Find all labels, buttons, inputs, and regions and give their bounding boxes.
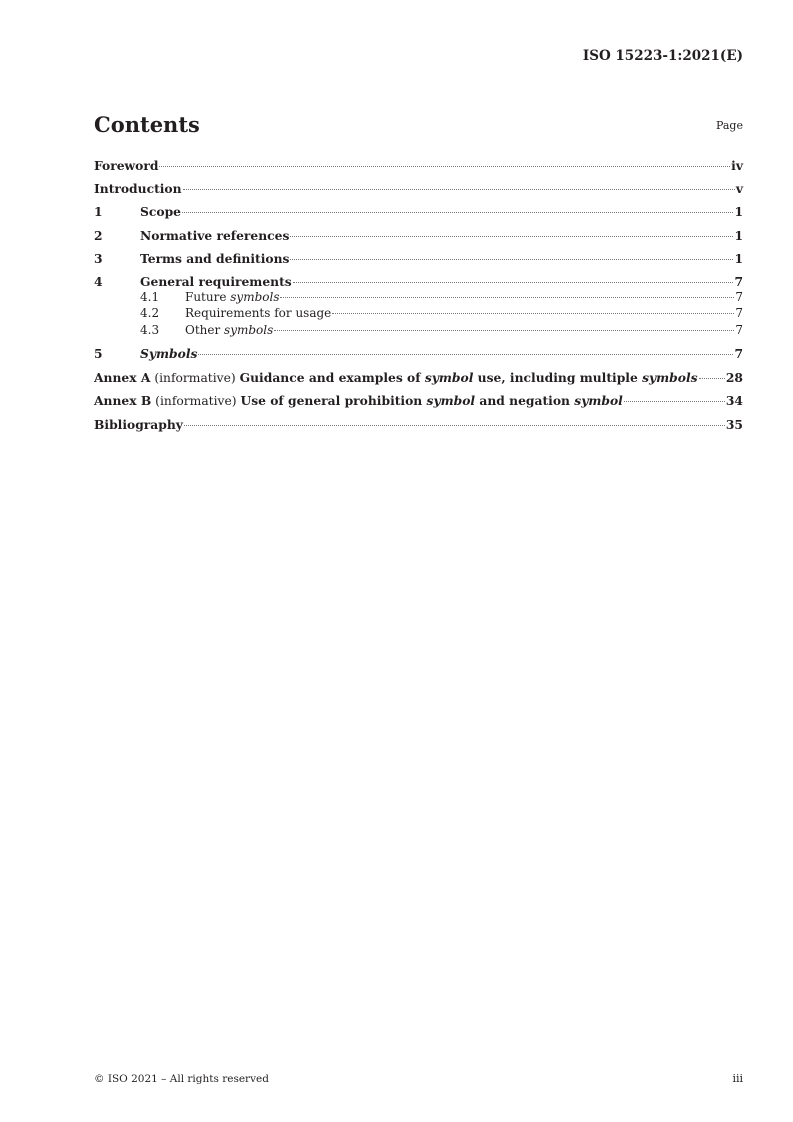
toc-entry-annex-b[interactable] bbox=[94, 393, 743, 409]
toc-entry-other-symbols[interactable] bbox=[94, 324, 743, 337]
leader-dots bbox=[183, 189, 735, 190]
annex-label: Annex A bbox=[94, 370, 151, 385]
entry-page: 7 bbox=[735, 323, 743, 337]
leader-dots bbox=[699, 378, 725, 379]
entry-page: 1 bbox=[734, 251, 743, 266]
toc-entry-foreword[interactable] bbox=[94, 158, 743, 173]
leader-dots bbox=[290, 259, 733, 260]
title-part: and negation bbox=[475, 393, 575, 408]
toc-entry-normative-references[interactable] bbox=[94, 228, 743, 243]
title-part: Future bbox=[185, 290, 231, 304]
entry-number: 4.3 bbox=[140, 323, 160, 337]
toc-entry-future-symbols[interactable] bbox=[94, 291, 743, 304]
toc-entry-general-requirements[interactable] bbox=[94, 274, 743, 289]
title-part: Other bbox=[185, 323, 225, 337]
entry-page: 1 bbox=[734, 228, 743, 243]
entry-page: 7 bbox=[735, 290, 743, 304]
toc-entry-symbols[interactable] bbox=[94, 346, 743, 361]
toc-entry-scope[interactable] bbox=[94, 204, 743, 219]
entry-title: Symbols bbox=[140, 346, 198, 361]
leader-dots bbox=[182, 212, 733, 213]
entry-number: 4.1 bbox=[140, 290, 160, 304]
entry-title: Bibliography bbox=[94, 417, 183, 432]
document-header: ISO 15223-1:2021(E) bbox=[582, 48, 743, 64]
entry-title bbox=[94, 393, 623, 409]
entry-title: Requirements for usage bbox=[185, 306, 332, 320]
leader-dots bbox=[184, 425, 725, 426]
entry-page: 7 bbox=[735, 306, 743, 320]
entry-title bbox=[185, 324, 273, 337]
title-part: use, including multiple bbox=[473, 370, 643, 385]
toc-entry-requirements-usage[interactable] bbox=[94, 307, 743, 320]
title-part-italic: symbol bbox=[424, 370, 474, 385]
entry-title: Scope bbox=[140, 204, 181, 219]
title-part-italic: symbols bbox=[224, 323, 274, 337]
entry-title bbox=[185, 291, 279, 304]
footer-copyright: © ISO 2021 – All rights reserved bbox=[94, 1073, 269, 1085]
title-part-italic: symbol bbox=[574, 393, 623, 408]
leader-dots bbox=[332, 313, 734, 314]
annex-type: (informative) bbox=[151, 394, 241, 408]
entry-page: 7 bbox=[734, 274, 743, 289]
entry-page: 28 bbox=[725, 370, 743, 385]
leader-dots bbox=[274, 330, 734, 331]
title-part-italic: symbols bbox=[230, 290, 280, 304]
toc-entry-bibliography[interactable] bbox=[94, 417, 743, 432]
entry-number: 1 bbox=[94, 204, 103, 219]
entry-number: 5 bbox=[94, 346, 103, 361]
leader-dots bbox=[159, 166, 730, 167]
title-part-italic: symbols bbox=[642, 370, 698, 385]
title-part-italic: symbol bbox=[426, 393, 476, 408]
annex-label: Annex B bbox=[94, 393, 152, 408]
entry-title: Terms and definitions bbox=[140, 251, 290, 266]
entry-page: 7 bbox=[734, 346, 743, 361]
entry-number: 2 bbox=[94, 228, 103, 243]
leader-dots bbox=[280, 297, 734, 298]
entry-number: 3 bbox=[94, 251, 103, 266]
toc-entry-introduction[interactable] bbox=[94, 181, 743, 196]
annex-type: (informative) bbox=[150, 371, 240, 385]
entry-page: 35 bbox=[725, 417, 743, 432]
title-part: Guidance and examples of bbox=[239, 370, 425, 385]
entry-title: Introduction bbox=[94, 181, 182, 196]
entry-page: 1 bbox=[734, 204, 743, 219]
leader-dots bbox=[624, 401, 725, 402]
footer-page-number: iii bbox=[732, 1072, 743, 1085]
entry-number: 4 bbox=[94, 274, 103, 289]
entry-title: Foreword bbox=[94, 158, 159, 173]
title-part: Use of general prohibition bbox=[240, 393, 427, 408]
leader-dots bbox=[290, 236, 733, 237]
entry-title: General requirements bbox=[140, 274, 292, 289]
leader-dots bbox=[293, 282, 734, 283]
page-title: Contents bbox=[94, 112, 200, 137]
toc-entry-terms[interactable] bbox=[94, 251, 743, 266]
leader-dots bbox=[198, 354, 733, 355]
entry-title bbox=[94, 370, 698, 386]
entry-page: 34 bbox=[725, 393, 743, 408]
entry-number: 4.2 bbox=[140, 306, 160, 320]
entry-page: iv bbox=[731, 158, 743, 173]
entry-title: Normative references bbox=[140, 228, 290, 243]
entry-page: v bbox=[735, 181, 743, 196]
page-column-label: Page bbox=[715, 119, 743, 132]
toc-entry-annex-a[interactable] bbox=[94, 370, 743, 386]
